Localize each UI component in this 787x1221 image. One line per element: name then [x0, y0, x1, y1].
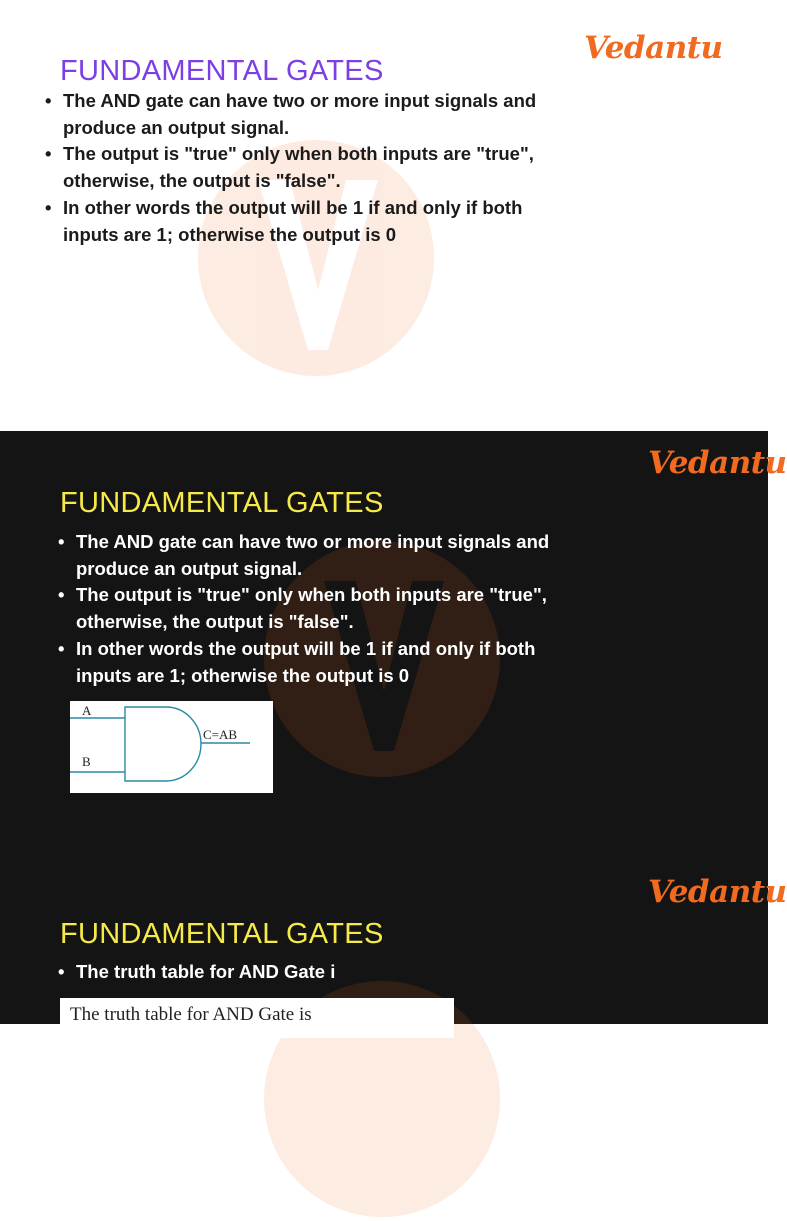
slide-title: FUNDAMENTAL GATES [60, 487, 384, 519]
slide-title: FUNDAMENTAL GATES [60, 55, 384, 87]
slide-2 [0, 431, 787, 869]
vedantu-logo: Vedantu [648, 874, 787, 910]
and-gate-icon [70, 701, 273, 793]
bullet-list [58, 529, 578, 689]
truth-table-image [60, 998, 454, 1038]
vedantu-logo: Vedantu [584, 30, 723, 66]
bullet-item: • The output is "true" only when both inputs are "true", otherwise, the output is "false". [58, 582, 578, 635]
bullet-item: • The AND gate can have two or more input signals and produce an output signal. [58, 529, 578, 582]
bullet-list [45, 88, 565, 248]
output-label: C=AB [203, 727, 238, 742]
and-gate-diagram [70, 701, 273, 793]
bullet-list [58, 959, 578, 986]
input-b-label: B [82, 754, 91, 769]
truth-table-caption: The truth table for AND Gate is [70, 1004, 312, 1025]
bullet-item: • In other words the output will be 1 if and only if both inputs are 1; otherwise the output is 0 [58, 636, 578, 689]
bullet-item: • The AND gate can have two or more input signals and produce an output signal. [45, 88, 565, 141]
slide-1 [0, 0, 768, 431]
slide-title: FUNDAMENTAL GATES [60, 918, 384, 950]
bullet-item: • The truth table for AND Gate i [58, 959, 578, 986]
bullet-item: • In other words the output will be 1 if and only if both inputs are 1; otherwise the output is 0 [45, 195, 565, 248]
input-a-label: A [82, 703, 92, 718]
slide-3 [0, 869, 787, 1025]
vedantu-logo: Vedantu [648, 445, 787, 481]
bullet-item: • The output is "true" only when both inputs are "true", otherwise, the output is "false". [45, 141, 565, 194]
